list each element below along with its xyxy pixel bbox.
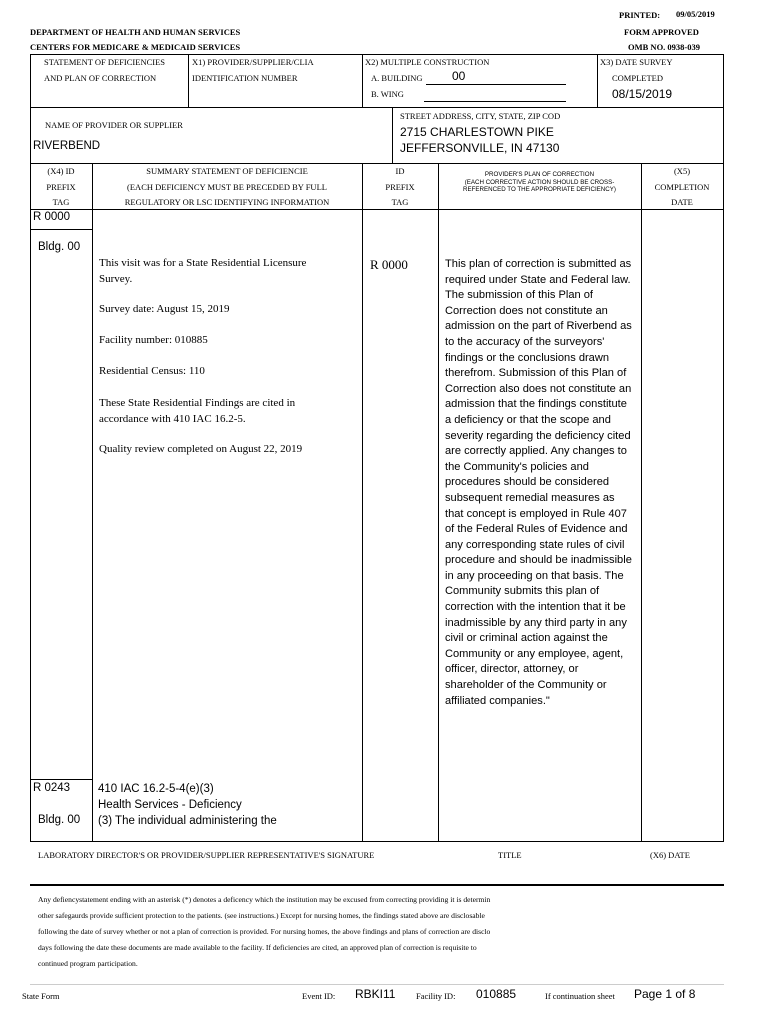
date-label: (X6) DATE [650,850,690,860]
tag1-rule [30,229,92,230]
regulation-citation: 410 IAC 16.2-5-4(e)(3) [98,783,214,795]
bldg-label-2: Bldg. 00 [38,814,81,826]
disclaimer-line3: following the date of survey whether or not a plan of correction is provided. For nursing homes, the above findings and plans of correction are disclo [38,927,491,936]
facility-id-value: 010885 [476,987,517,1001]
event-id-value: RBKI11 [355,987,396,1001]
column-header-rule [30,209,724,210]
facility-number: Facility number: 010885 [99,334,208,346]
provider-name-label: NAME OF PROVIDER OR SUPPLIER [45,120,183,130]
printed-label: PRINTED: [619,10,661,20]
plan-tag-r0000: R 0000 [370,257,408,272]
header-bottom-rule [30,163,724,164]
building-value: 00 [452,69,466,83]
survey-date: Survey date: August 15, 2019 [99,303,230,315]
tag2-rule [30,779,92,780]
x5-header-3: DATE [671,197,693,207]
x4-header-1: (X4) ID [47,166,75,176]
tag-r0000: R 0000 [33,211,71,223]
x1-label-2: IDENTIFICATION NUMBER [192,73,298,83]
omb-number: OMB NO. 0938-039 [628,42,701,52]
facility-id-label: Facility ID: [416,991,456,1001]
x4-header-3: TAG [52,197,70,207]
wing-label: B. WING [371,89,404,99]
building-underline [426,84,566,85]
building-label: A. BUILDING [371,73,423,83]
id-header-1: ID [395,166,405,176]
body-bottom-rule [30,841,724,842]
id-header-2: PREFIX [385,182,415,192]
signature-rule [30,884,724,886]
x2-divider [362,54,363,107]
id-header-3: TAG [391,197,409,207]
regulation-text: (3) The individual administering the [98,815,277,827]
right-border [723,54,724,841]
disclaimer-line5: continued program participation. [38,959,138,968]
plan-header-1: PROVIDER'S PLAN OF CORRECTION [484,171,595,178]
x4-header-2: PREFIX [46,182,76,192]
title-label: TITLE [498,850,522,860]
x1-divider [188,54,189,107]
disclaimer-line2: other safegaurds provide sufficient protection to the patients. (see instructions.) Except for nursing homes, the findings stated above are disclosable [38,911,485,920]
signature-label: LABORATORY DIRECTOR'S OR PROVIDER/SUPPLIER REPRESENTATIVE'S SIGNATURE [38,850,375,860]
survey-completed-date: 08/15/2019 [612,87,673,101]
bldg-label-1: Bldg. 00 [38,241,81,253]
agency-line1: DEPARTMENT OF HEALTH AND HUMAN SERVICES [30,27,241,37]
summary-header-3: REGULATORY OR LSC IDENTIFYING INFORMATION [124,197,330,207]
x5-header-1: (X5) [673,166,691,176]
statement-label-2: AND PLAN OF CORRECTION [44,73,157,83]
address-divider [392,107,393,163]
x3-divider [597,54,598,107]
state-form-label: State Form [22,991,60,1001]
statement-label-1: STATEMENT OF DEFICIENCIES [44,57,166,67]
col-divider-4 [641,163,642,841]
residential-census: Residential Census: 110 [99,365,205,377]
x1-label-1: X1) PROVIDER/SUPPLIER/CLIA [192,57,314,67]
page-number: Page 1 of 8 [634,987,696,1001]
col-divider-3 [438,163,439,841]
x2-label: X2) MULTIPLE CONSTRUCTION [365,57,490,67]
header-top-rule [30,54,724,55]
event-id-label: Event ID: [302,991,336,1001]
col-divider-1 [92,163,93,841]
provider-name: RIVERBEND [33,140,101,152]
tag-r0243: R 0243 [33,782,71,794]
col-divider-2 [362,163,363,841]
summary-intro: This visit was for a State Residential Licensure Survey. [99,257,307,285]
printed-date: 09/05/2019 [676,9,715,19]
address-label: STREET ADDRESS, CITY, STATE, ZIP COD [400,111,561,121]
footer-rule [30,984,724,985]
summary-header-2: (EACH DEFICIENCY MUST BE PRECEDED BY FULL [127,182,327,192]
quality-review: Quality review completed on August 22, 2019 [99,443,303,455]
form-approved: FORM APPROVED [624,27,699,37]
x3-label-1: X3) DATE SURVEY [600,57,673,67]
regulation-title: Health Services - Deficiency [98,799,242,811]
disclaimer-line1: Any defiencystatement ending with an asterisk (*) denotes a deficency which the institution may be excused from correcting providing it is determin [38,895,491,904]
address-line1: 2715 CHARLESTOWN PIKE [400,125,554,139]
agency-line2: CENTERS FOR MEDICARE & MEDICAID SERVICES [30,42,241,52]
x5-header-2: COMPLETION [654,182,710,192]
x3-label-2: COMPLETED [612,73,663,83]
header-mid-rule [30,107,724,108]
findings-statement: These State Residential Findings are cited in accordance with 410 IAC 16.2-5. [99,397,296,425]
wing-underline [424,101,566,102]
disclaimer-line4: days following the date these documents are made available to the facility. If deficiencies are cited, an approved plan of correction is requisite to [38,943,477,952]
address-line2: JEFFERSONVILLE, IN 47130 [400,141,560,155]
plan-header-2: (EACH CORRECTIVE ACTION SHOULD BE CROSS-REFERENCED TO THE APPROPRIATE DEFICIENCY) [463,179,616,193]
plan-of-correction-text: This plan of correction is submitted as required under State and Federal law. The submission of this Plan of Correction does not constitute an admission on the part of Riverbend as to the accuracy of the surveyors' findings or the conclusions drawn therefrom. Submission of this Plan of Correction also does not constitute an admission that the findings constitute a deficiency or that the scope and severity regarding the deficiency cited are correctly applied. Any changes to the Community's policies and procedures should be considered subsequent remedial measures as that concept is employed in Rule 407 of the Federal Rules of Evidence and any corresponding state rules of civil procedure and should be inadmissible in any proceeding on that basis. The Community submits this plan of correction with the intention that it be inadmissible by any third party in any civil or criminal action against the Community or any employee, agent, officer, director, attorney, or shareholder of the Community or affiliated companies." [445,258,632,707]
summary-header-1: SUMMARY STATEMENT OF DEFICIENCIE [146,166,308,176]
continuation-label: If continuation sheet [545,991,615,1001]
